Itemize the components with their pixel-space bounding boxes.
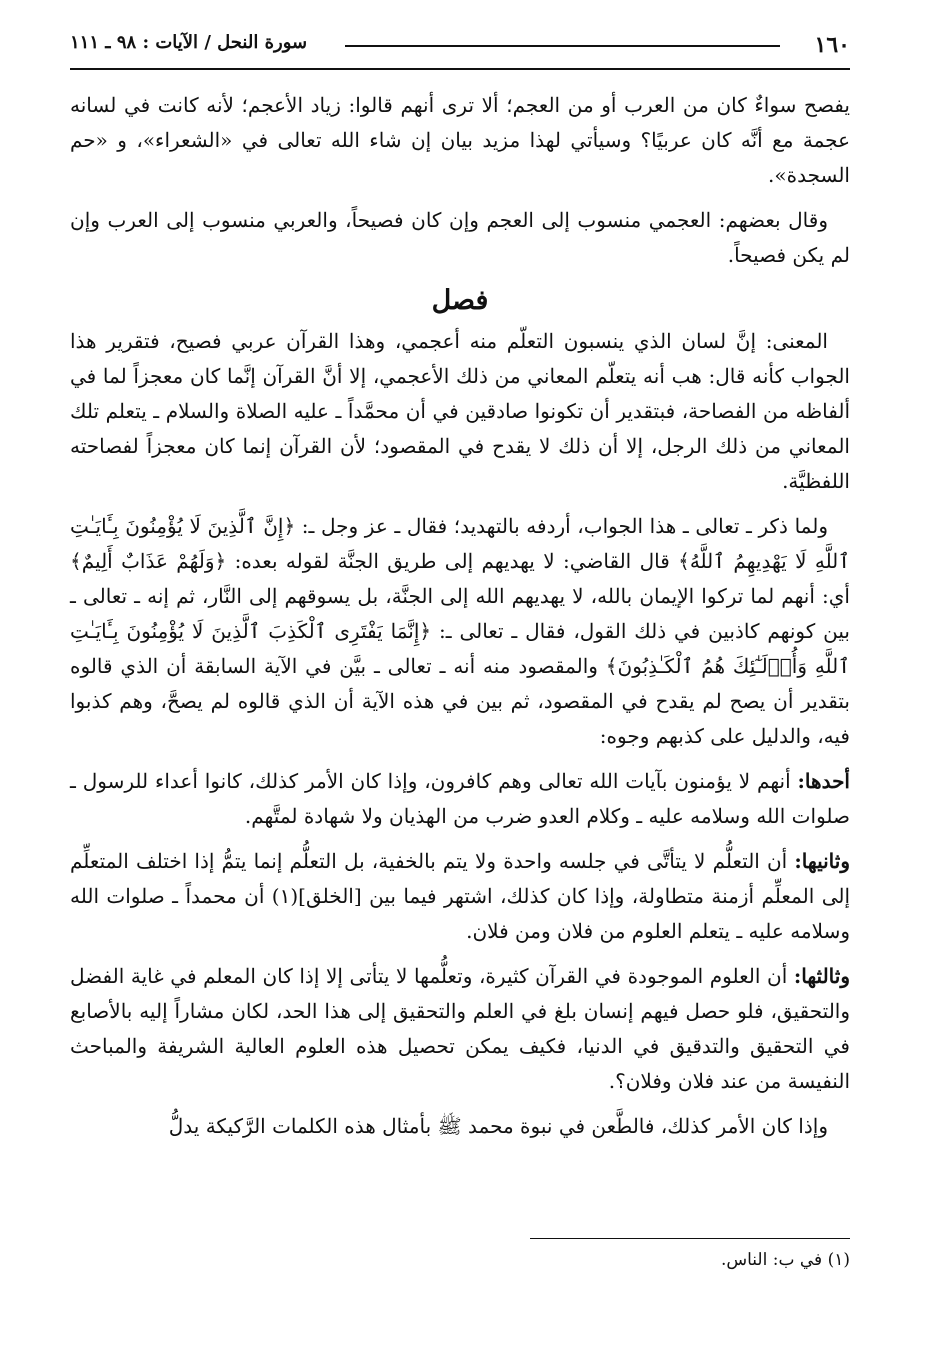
paragraph-1: يفصح سواءٌ كان من العرب أو من العجم؛ ألا ترى أنهم قالوا: زياد الأعجم؛ لأنه كانت في لسانه عجمة مع أنَّه كان عربيًا؟ وسيأتي لهذا مزيد بيان إن شاء الله تعالى في «الشعراء»، و «حم السجدة». [70,93,850,187]
paragraph-4: ولما ذكر ـ تعالى ـ هذا الجواب، أردفه بالتهديد؛ فقال ـ عز وجل ـ: ﴿إِنَّ ٱلَّذِينَ لَا يُؤْمِنُونَ بِـَٔايَـٰتِ ٱللَّهِ لَا يَهْدِيهِمُ ٱللَّهُ﴾ قال القاضي: لا يهديهم إلى طريق الجنَّة لقوله بعده: ﴿وَلَهُمْ عَذَابٌ أَلِيمٌ﴾ أي: أنهم لما تركوا الإيمان بالله، لا يهديهم الله إلى الجنَّة، بل يسوقهم إلى النَّار، ثم إنه ـ تعالى ـ بين كونهم كاذبين في ذلك القول، فقال ـ تعالى ـ: ﴿إِنَّمَا يَفْتَرِى ٱلْكَذِبَ ٱلَّذِينَ لَا يُؤْمِنُونَ بِـَٔايَـٰتِ ٱللَّهِ وَأُو۟لَـٰٓئِكَ هُمُ ٱلْكَـٰذِبُونَ﴾ والمقصود منه أنه ـ تعالى ـ بيَّن في الآية السابقة أن الذي قالوه بتقدير أن يصح لم يقدح في المقصود، ثم بين في هذه الآية أن الذي قالوه لم يصحَّ، وهم كذبوا فيه، والدليل على كذبهم وجوه: [70,514,850,748]
paragraph-8: وإذا كان الأمر كذلك، فالطَّعن في نبوة محمد ﷺ بأمثال هذه الكلمات الرَّكيكة يدلُّ [168,1114,828,1138]
point-two-text: أن التعلُّم لا يتأتَّى في جلسه واحدة ولا يتم بالخفية، بل التعلُّم إنما يتمُّ إذا اختلف المتعلِّم إلى المعلِّم أزمنة متطاولة، وإذا كان كذلك، اشتهر فيما بين [الخلق](١) أن محمداً ـ صلوات الله وسلامه عليه ـ يتعلم العلوم من فلان ومن فلان. [70,849,851,943]
body-text [70,88,850,1144]
point-two-label: وثانيها: [794,849,850,873]
footnote: (١) في ب: الناس. [720,1250,850,1270]
page-number: ١٦٠ [814,32,850,58]
header-line [70,68,850,70]
point-one-text: أنهم لا يؤمنون بآيات الله تعالى وهم كافرون، وإذا كان الأمر كذلك، كانوا أعداء للرسول ـ صلوات الله وسلامه عليه ـ وكلام العدو ضرب من الهذيان ولا شهادة لمتَّهم. [70,769,850,828]
point-three-text: أن العلوم الموجودة في القرآن كثيرة، وتعلُّمها لا يتأتى إلا إذا كان المعلم في غاية الفضل والتحقيق، فلو حصل فيهم إنسان بلغ في العلم والتحقيق إلى هذا الحد، لكان مشاراً إليه بالأصابع في التحقيق والتدقيق في الدنيا، فكيف يمكن تحصيل هذه العلوم العالية الشريفة والمباحث النفيسة من عند فلان وفلان؟. [70,964,850,1093]
page-header [70,28,850,64]
paragraph-2: وقال بعضهم: العجمي منسوب إلى العجم وإن كان فصيحاً، والعربي منسوب إلى العرب وإن لم يكن فصيحاً. [70,208,850,267]
point-three-label: وثالثها: [793,964,850,988]
point-one-label: أحدها: [797,769,850,793]
header-divider [345,45,780,47]
paragraph-5 [70,764,850,834]
paragraph-6 [70,844,850,949]
section-title: فصل [431,285,489,316]
footnote-divider [530,1238,850,1239]
page [70,28,850,1348]
paragraph-3: المعنى: إنَّ لسان الذي ينسبون التعلّم منه أعجمي، وهذا القرآن عربي فصيح، فتقرير هذا الجواب كأنه قال: هب أنه يتعلّم المعاني من ذلك الأعجمي، إلا أنَّ القرآن إنَّما كان معجزاً لما في ألفاظه من الفصاحة، فبتقدير أن تكونوا صادقين في أن محمَّداً ـ عليه الصلاة والسلام ـ يتعلم تلك المعاني من ذلك الرجل، إلا أن ذلك لا يقدح في المقصود؛ لأن القرآن إنما كان معجزاً لفصاحته اللفظيَّة. [70,329,850,493]
sura-info: سورة النحل / الآيات : ٩٨ ـ ١١١ [70,32,308,53]
paragraph-7 [70,959,850,1099]
